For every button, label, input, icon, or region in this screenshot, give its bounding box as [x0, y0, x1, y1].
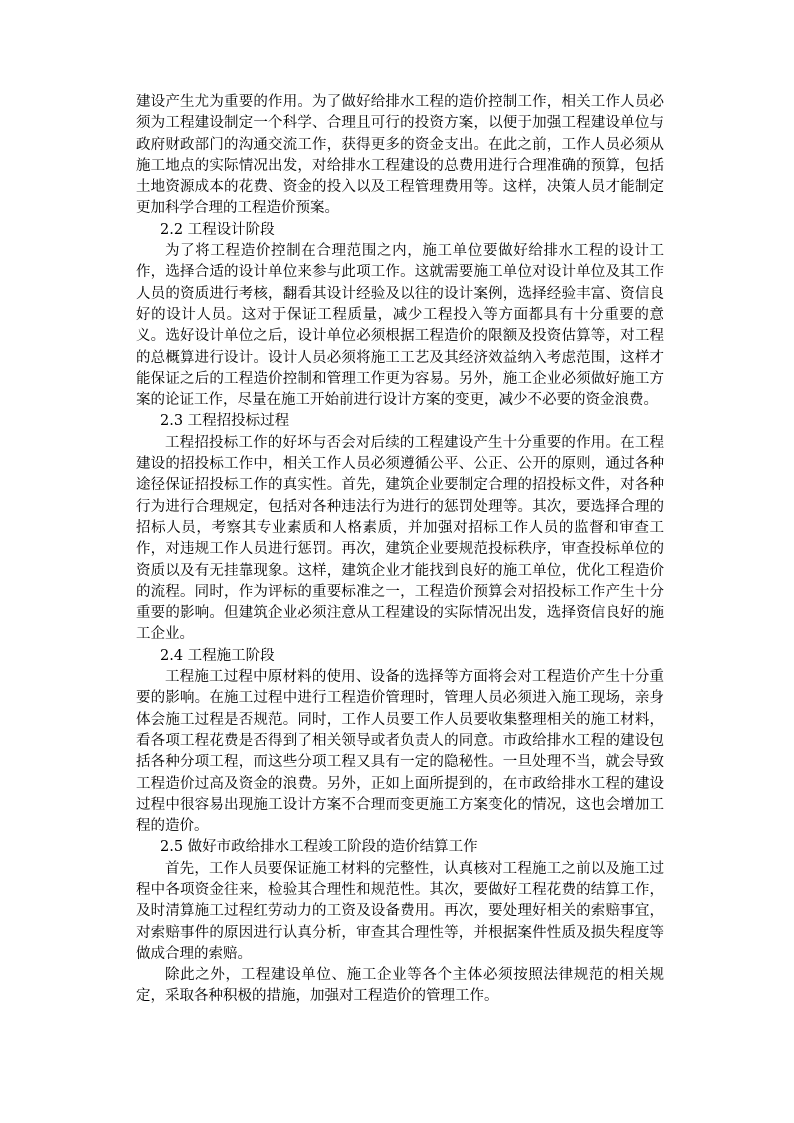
section-heading-2-5: 2.5 做好市政给排水工程竣工阶段的造价结算工作	[160, 839, 478, 856]
section-heading-2-4: 2.4 工程施工阶段	[160, 647, 275, 664]
section-body-2-5: 首先，工作人员要保证施工材料的完整性，认真核对工程施工之前以及施工过程中各项资金往来，检验其合理性和规范性。其次，要做好工程花费的结算工作，及时清算施工过程红劳动力的工资及设备费用。再次，要处理好相关的索赔事宜，对索赔事件的原因进行认真分析，审查其合理性等，并根据案件性质及损失程度等做成合理的索赔。	[136, 860, 664, 962]
section-body-2-3: 工程招投标工作的好坏与否会对后续的工程建设产生十分重要的作用。在工程建设的招投标工作中，相关工作人员必须遵循公平、公正、公开的原则，通过各种途径保证招投标工作的真实性。首先，建筑企业要制定合理的招投标文件，对各种行为进行合理规定，包括对各种违法行为进行的惩罚处理等。其次，要选择合理的招标人员，考察其专业素质和人格素质，并加强对招标工作人员的监督和审查工作，对违规工作人员进行惩罚。再次，建筑企业要规范投标秩序，审查投标单位的资质以及有无挂靠现象。这样，建筑企业才能找到良好的施工单位，优化工程造价的流程。同时，作为评标的重要标准之一，工程造价预算会对招投标工作产生十分重要的影响。但建筑企业必须注意从工程建设的实际情况出发，选择资信良好的施工企业。	[136, 434, 664, 643]
closing-paragraph: 除此之外，工程建设单位、施工企业等各个主体必须按照法律规范的相关规定，采取各种积极的措施，加强对工程造价的管理工作。	[136, 967, 664, 1005]
section-body-2-2: 为了将工程造价控制在合理范围之内，施工单位要做好给排水工程的设计工作，选择合适的设计单位来参与此项工作。这就需要施工单位对设计单位及其工作人员的资质进行考核，翻看其设计经验及以往的设计案例，选择经验丰富、资信良好的设计人员。这对于保证工程质量，减少工程投入等方面都具有十分重要的意义。选好设计单位之后，设计单位必须根据工程造价的限额及投资估算等，对工程的总概算进行设计。设计人员必须将施工工艺及其经济效益纳入考虑范围，这样才能保证之后的工程造价控制和管理工作更为容易。另外，施工企业必须做好施工方案的论证工作，尽量在施工开始前进行设计方案的变更，减少不必要的资金浪费。	[136, 243, 664, 409]
section-heading-2-2: 2.2 工程设计阶段	[160, 221, 275, 238]
document-body	[136, 92, 664, 1008]
intro-paragraph: 建设产生尤为重要的作用。为了做好给排水工程的造价控制工作，相关工作人员必须为工程建设制定一个科学、合理且可行的投资方案，以便于加强工程建设单位与政府财政部门的沟通交流工作，获得更多的资金支出。在此之前，工作人员必须从施工地点的实际情况出发，对给排水工程建设的总费用进行合理准确的预算，包括土地资源成本的花费、资金的投入以及工程管理费用等。这样，决策人员才能制定更加科学合理的工程造价预案。	[136, 94, 664, 217]
section-body-2-4: 工程施工过程中原材料的使用、设备的选择等方面将会对工程造价产生十分重要的影响。在施工过程中进行工程造价管理时，管理人员必须进入施工现场，亲身体会施工过程是否规范。同时，工作人员要工作人员要收集整理相关的施工材料，看各项工程花费是否得到了相关领导或者负责人的同意。市政给排水工程的建设包括各种分项工程，而这些分项工程又具有一定的隐秘性。一旦处理不当，就会导致工程造价过高及资金的浪费。另外，正如上面所提到的，在市政给排水工程的建设过程中很容易出现施工设计方案不合理而变更施工方案变化的情况，这也会增加工程的造价。	[136, 669, 664, 835]
section-heading-2-3: 2.3 工程招投标过程	[160, 413, 290, 430]
